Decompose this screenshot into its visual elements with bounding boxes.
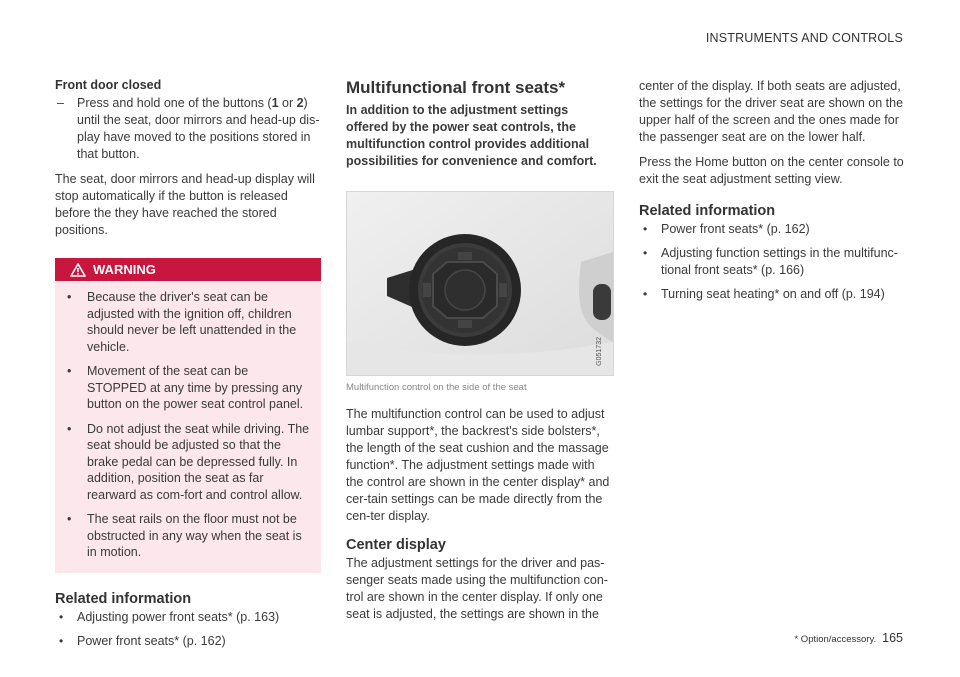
related-link[interactable]: • Turning seat heating* on and off (p. 194)	[639, 286, 905, 303]
section-header: INSTRUMENTS AND CONTROLS	[705, 31, 903, 45]
warning-header	[55, 258, 321, 281]
column-middle	[346, 78, 614, 623]
intro-paragraph: In addition to the adjustment settings offered by the power seat controls, the multifunction control provides additional possibilities for convenience and comfort.	[346, 103, 597, 168]
body-paragraph: The multifunction control can be used to adjust lumbar support*, the backrest's side bolsters*, the length of the seat cushion and the massage function*. The adjustment settings made with the control are shown in the center display* and cer-tain settings can be made directly from the cen-ter display.	[346, 407, 610, 523]
related-link[interactable]: • Power front seats* (p. 162)	[55, 633, 321, 650]
body-paragraph: The adjustment settings for the driver and pas-senger seats made using the multifunction con-trol are shown in the center display. If only one seat is adjusted, the settings are shown in the	[346, 556, 608, 621]
warning-title: WARNING	[93, 262, 156, 277]
warning-box	[55, 258, 321, 573]
body-paragraph: Press the Home button on the center console to exit the seat adjustment setting view.	[639, 155, 904, 186]
warning-triangle-icon	[70, 263, 86, 277]
column-left	[55, 78, 321, 657]
subsection-heading: Center display	[346, 537, 446, 553]
related-link[interactable]: • Adjusting function settings in the multifunc-tional front seats* (p. 166)	[639, 245, 905, 279]
page-footer	[794, 631, 903, 645]
related-list	[639, 221, 905, 303]
column-right	[639, 78, 905, 310]
body-paragraph: The seat, door mirrors and head-up display will stop automatically if the button is released before the they have reached the stored positions.	[55, 172, 315, 237]
multifunction-control-illustration	[347, 192, 613, 375]
seat-control-figure	[346, 191, 614, 376]
figure-caption: Multifunction control on the side of the seat	[346, 382, 527, 393]
warning-item: • The seat rails on the floor must not be obstructed in any way when the seat is in motion.	[65, 511, 311, 561]
page-number: 165	[882, 631, 903, 645]
related-list	[55, 609, 321, 650]
warning-item: • Because the driver's seat can be adjusted with the ignition off, children should never be left unattended in the vehicle.	[65, 289, 311, 355]
related-heading: Related information	[639, 203, 776, 219]
body-paragraph: center of the display. If both seats are adjusted, the settings for the driver seat are shown on the upper half of the screen and the ones made for the passenger seat are on the lower half.	[639, 79, 904, 144]
warning-list	[55, 281, 321, 573]
footnote: * Option/accessory.	[794, 634, 877, 645]
subsection-heading: Front door closed	[55, 78, 162, 92]
step-item: – Press and hold one of the buttons (1 or 2) until the seat, door mirrors and head-up dis-play have moved to the positions stored in that button.	[55, 95, 321, 163]
warning-item: • Movement of the seat can be STOPPED at any time by pressing any button on the power seat control panel.	[65, 363, 311, 413]
related-link[interactable]: • Power front seats* (p. 162)	[639, 221, 905, 238]
page-title: Multifunctional front seats*	[346, 78, 566, 97]
related-link[interactable]: • Adjusting power front seats* (p. 163)	[55, 609, 321, 626]
warning-item: • Do not adjust the seat while driving. The seat should be adjusted so that the brake pedal can be depressed fully. In addition, position the seat as far rearward as com-fort and control allow.	[65, 421, 311, 504]
figure-code: G051732	[596, 337, 603, 366]
related-heading: Related information	[55, 590, 192, 607]
step-list	[55, 95, 321, 163]
